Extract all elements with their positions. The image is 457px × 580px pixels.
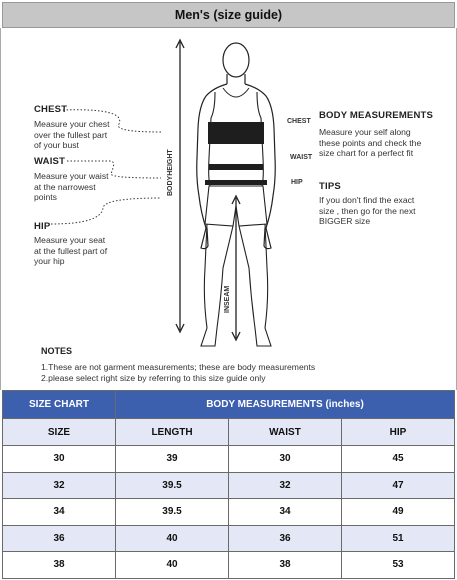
note-item: 1.These are not garment measurements; these are body measurements [41, 362, 316, 372]
hip-heading: HIP [34, 221, 51, 232]
table-cell: 34 [3, 499, 116, 526]
note-item: 2.please select right size by referring to this size guide only [41, 372, 266, 383]
body-measurements-heading: BODY MEASUREMENTS [319, 110, 434, 121]
table-cell: 39 [116, 446, 229, 473]
bodyheight-label: BODYHEIGHT [167, 149, 174, 196]
table-cell: 34 [229, 499, 342, 526]
table-row [3, 499, 455, 526]
table-cell: 39.5 [116, 499, 229, 526]
table-cell: 40 [116, 525, 229, 552]
notes-section [41, 346, 315, 383]
table-cell: 47 [342, 472, 455, 499]
table-cell: 51 [342, 525, 455, 552]
tips-description: If you don't find the exact size , then go for the next BIGGER size [319, 195, 416, 226]
column-header-hip: HIP [342, 419, 455, 446]
table-cell: 30 [3, 446, 116, 473]
tips-heading: TIPS [319, 181, 341, 192]
table-row [3, 446, 455, 473]
table-cell: 32 [3, 472, 116, 499]
body-measurements-description: Measure your self along these points and check the size chart for a perfect fit [319, 127, 422, 158]
table-cell: 36 [229, 525, 342, 552]
table-row [3, 525, 455, 552]
size-chart-table [2, 390, 455, 578]
waist-description: Measure your waist at the narrowest points [34, 171, 109, 202]
chest-description: Measure your chest over the fullest part of your bust [34, 119, 110, 150]
page-title: Men's (size guide) [2, 2, 455, 28]
column-header-waist: WAIST [229, 419, 342, 446]
figure-chest-label: CHEST [287, 118, 311, 125]
notes-title: NOTES [41, 346, 73, 356]
table-cell: 39.5 [116, 472, 229, 499]
column-header-length: LENGTH [116, 419, 229, 446]
table-header-body-measurements: BODY MEASUREMENTS (inches) [116, 391, 455, 419]
table-row [3, 472, 455, 499]
table-cell: 53 [342, 552, 455, 579]
figure-waist-label: WAIST [290, 154, 313, 161]
table-row [3, 552, 455, 579]
column-header-size: SIZE [3, 419, 116, 446]
table-cell: 38 [229, 552, 342, 579]
table-cell: 38 [3, 552, 116, 579]
figure-hip-label: HIP [291, 179, 303, 186]
table-cell: 40 [116, 552, 229, 579]
waist-heading: WAIST [34, 156, 66, 167]
table-cell: 49 [342, 499, 455, 526]
table-header-size-chart: SIZE CHART [3, 391, 116, 419]
chest-heading: CHEST [34, 104, 68, 115]
inseam-label: INSEAM [224, 285, 231, 313]
table-cell: 32 [229, 472, 342, 499]
size-guide-illustration [0, 28, 457, 390]
table-cell: 36 [3, 525, 116, 552]
table-cell: 30 [229, 446, 342, 473]
hip-description: Measure your seat at the fullest part of your hip [34, 235, 108, 266]
table-cell: 45 [342, 446, 455, 473]
